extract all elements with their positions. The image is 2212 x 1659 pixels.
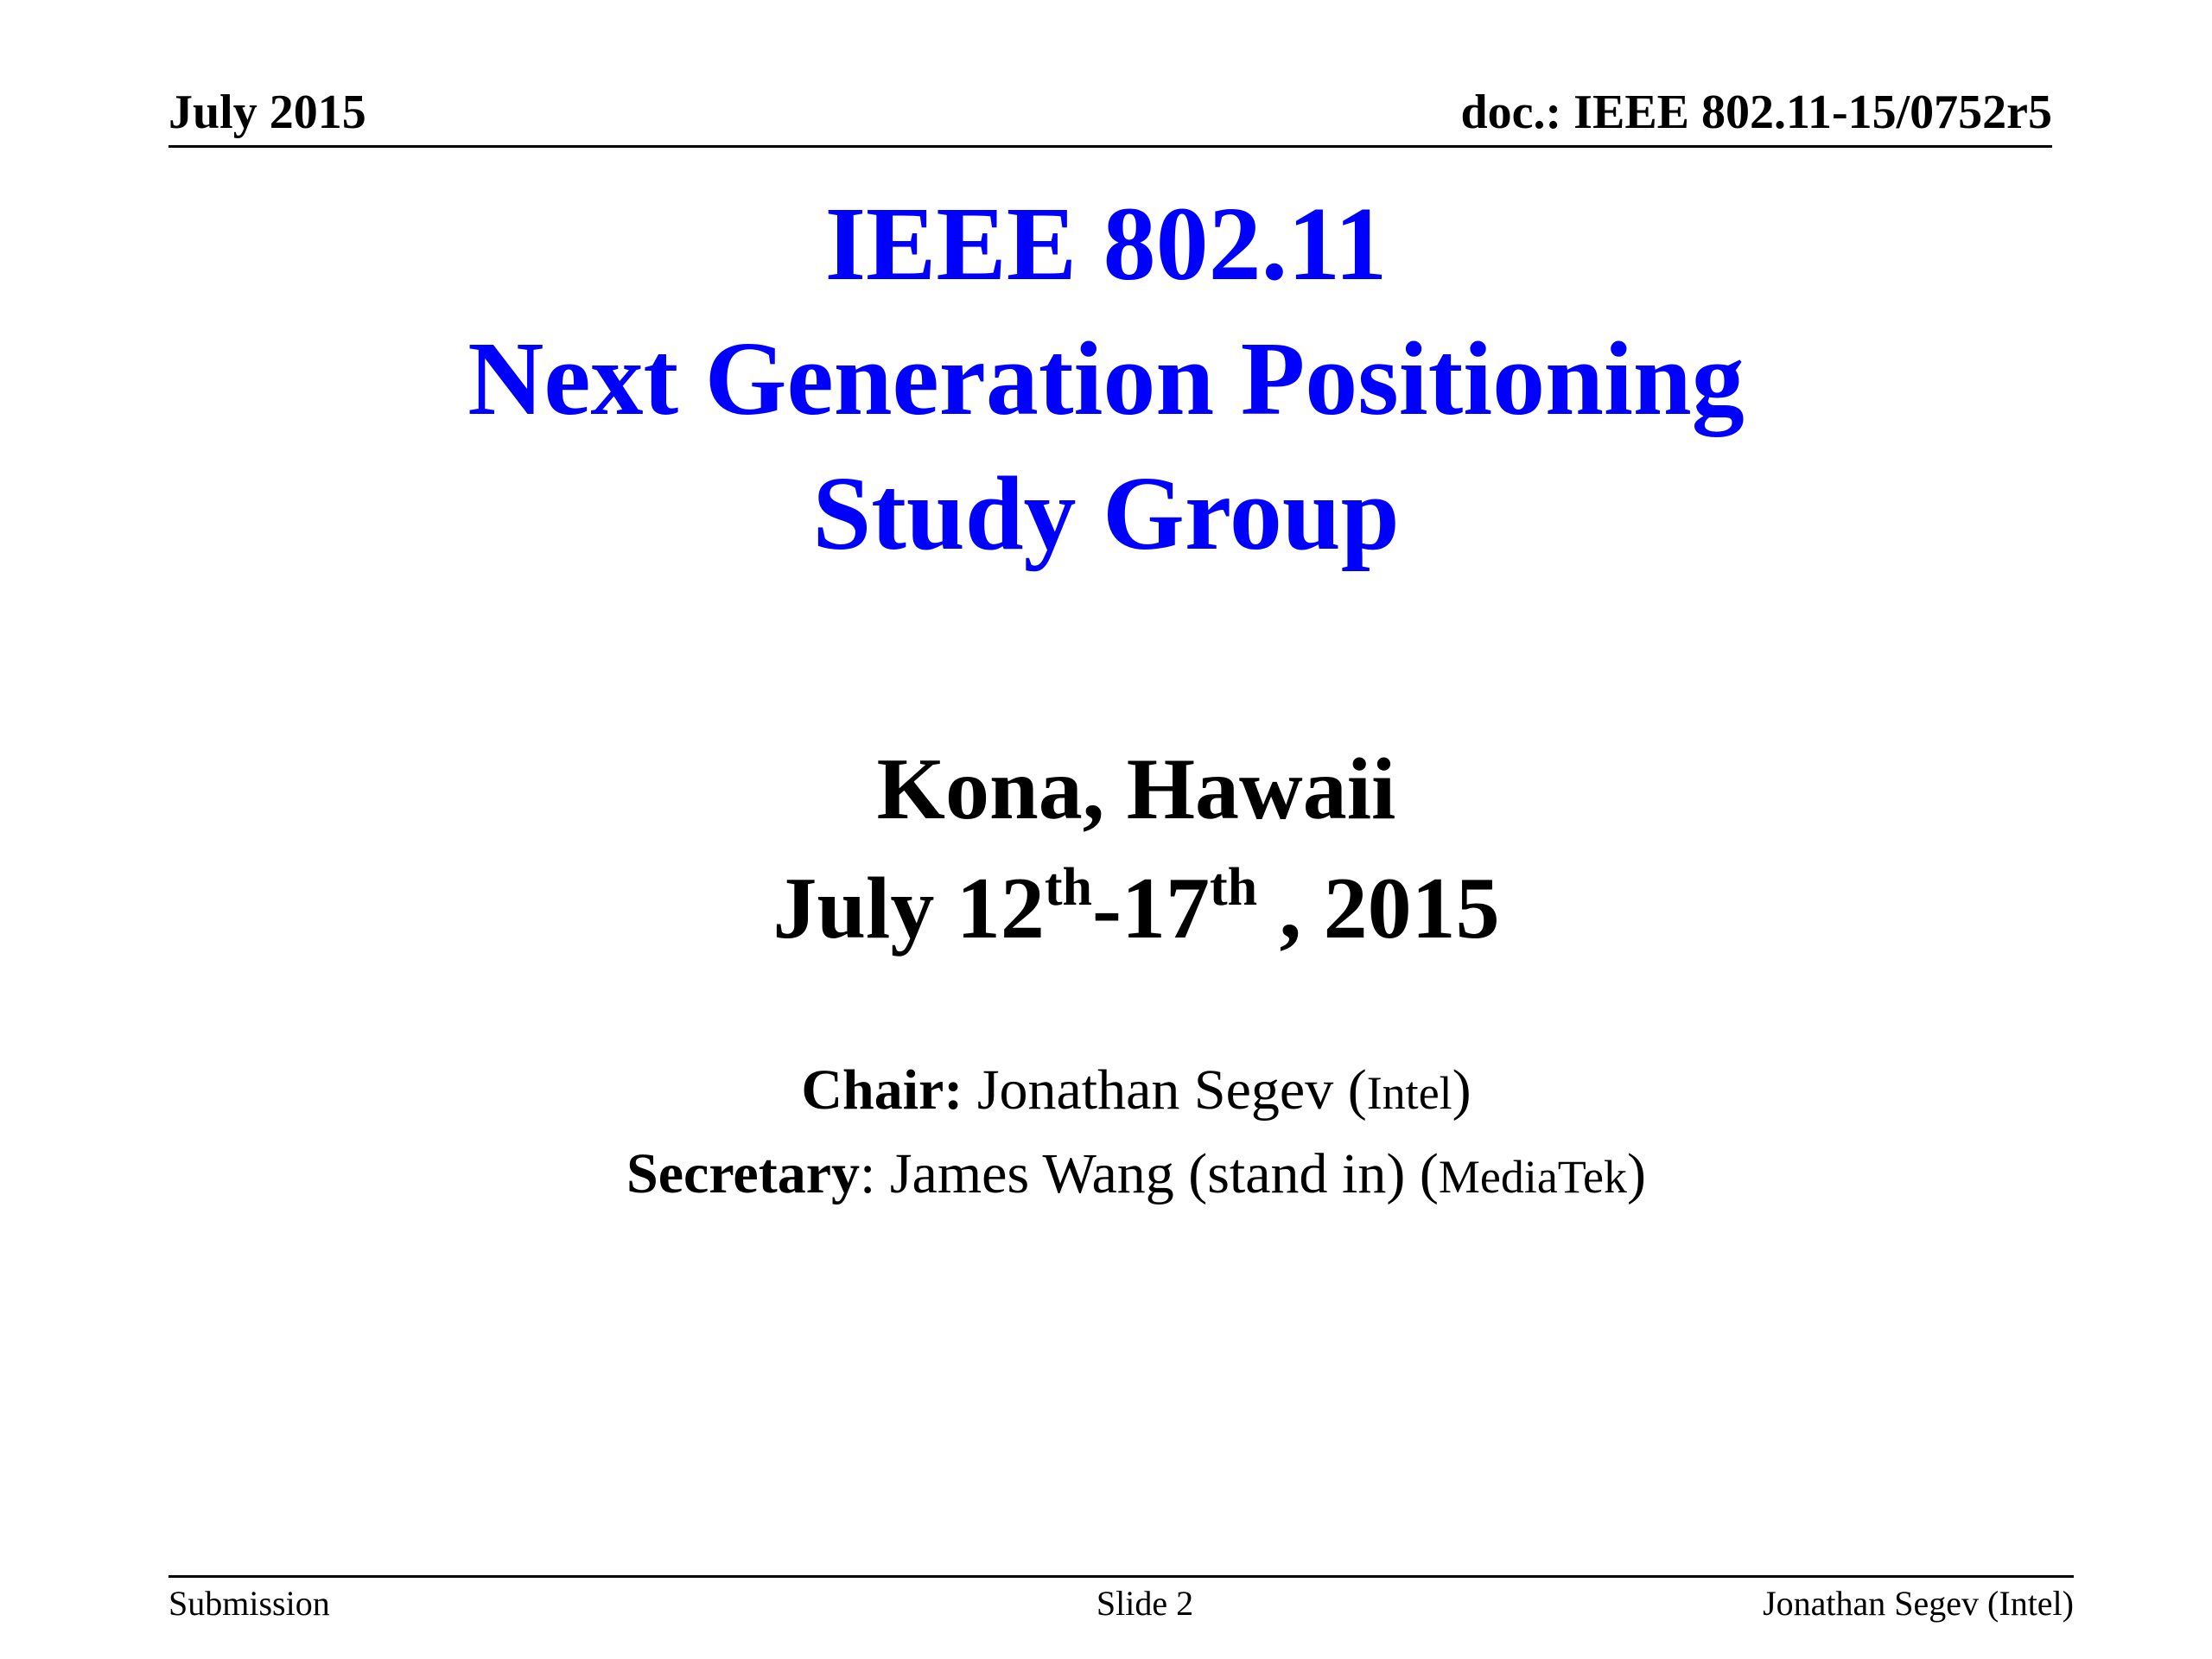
secretary-org: MediaTek — [1438, 1151, 1627, 1203]
meeting-info — [0, 730, 2212, 969]
footer-divider — [168, 1575, 2074, 1578]
slide-header — [168, 82, 2052, 143]
meeting-date-end-suffix: th — [1210, 858, 1258, 917]
meeting-date-end: -17 — [1092, 860, 1211, 957]
chair-name: Jonathan Segev ( — [963, 1058, 1367, 1122]
footer-author: Jonathan Segev (Intel) — [1763, 1584, 2074, 1623]
secretary-line — [0, 1134, 2212, 1217]
footer-submission: Submission — [168, 1584, 330, 1623]
secretary-name: : James Wang (stand in) ( — [860, 1142, 1439, 1205]
secretary-label: Secretary — [626, 1142, 860, 1205]
footer-slide-number: Slide 2 — [1096, 1584, 1194, 1623]
officers — [0, 1050, 2212, 1217]
chair-line — [0, 1050, 2212, 1134]
meeting-dates — [0, 849, 2212, 969]
meeting-date-start: July 12 — [772, 860, 1045, 957]
title-line-1: IEEE 802.11 — [824, 186, 1388, 302]
meeting-location: Kona, Hawaii — [876, 741, 1396, 838]
title-line-2: Next Generation Positioning — [467, 321, 1745, 437]
header-divider — [168, 145, 2052, 148]
meeting-date-start-suffix: th — [1044, 858, 1093, 917]
slide-title — [0, 177, 2212, 582]
chair-label: Chair: — [801, 1058, 963, 1122]
chair-org: Intel — [1366, 1067, 1452, 1119]
chair-close: ) — [1452, 1058, 1471, 1122]
slide-footer — [168, 1580, 2074, 1631]
header-date: July 2015 — [168, 86, 366, 139]
meeting-year: , 2015 — [1257, 860, 1500, 957]
title-line-3: Study Group — [812, 455, 1400, 572]
header-doc-id: doc.: IEEE 802.11-15/0752r5 — [1460, 86, 2052, 139]
secretary-close: ) — [1626, 1142, 1646, 1205]
